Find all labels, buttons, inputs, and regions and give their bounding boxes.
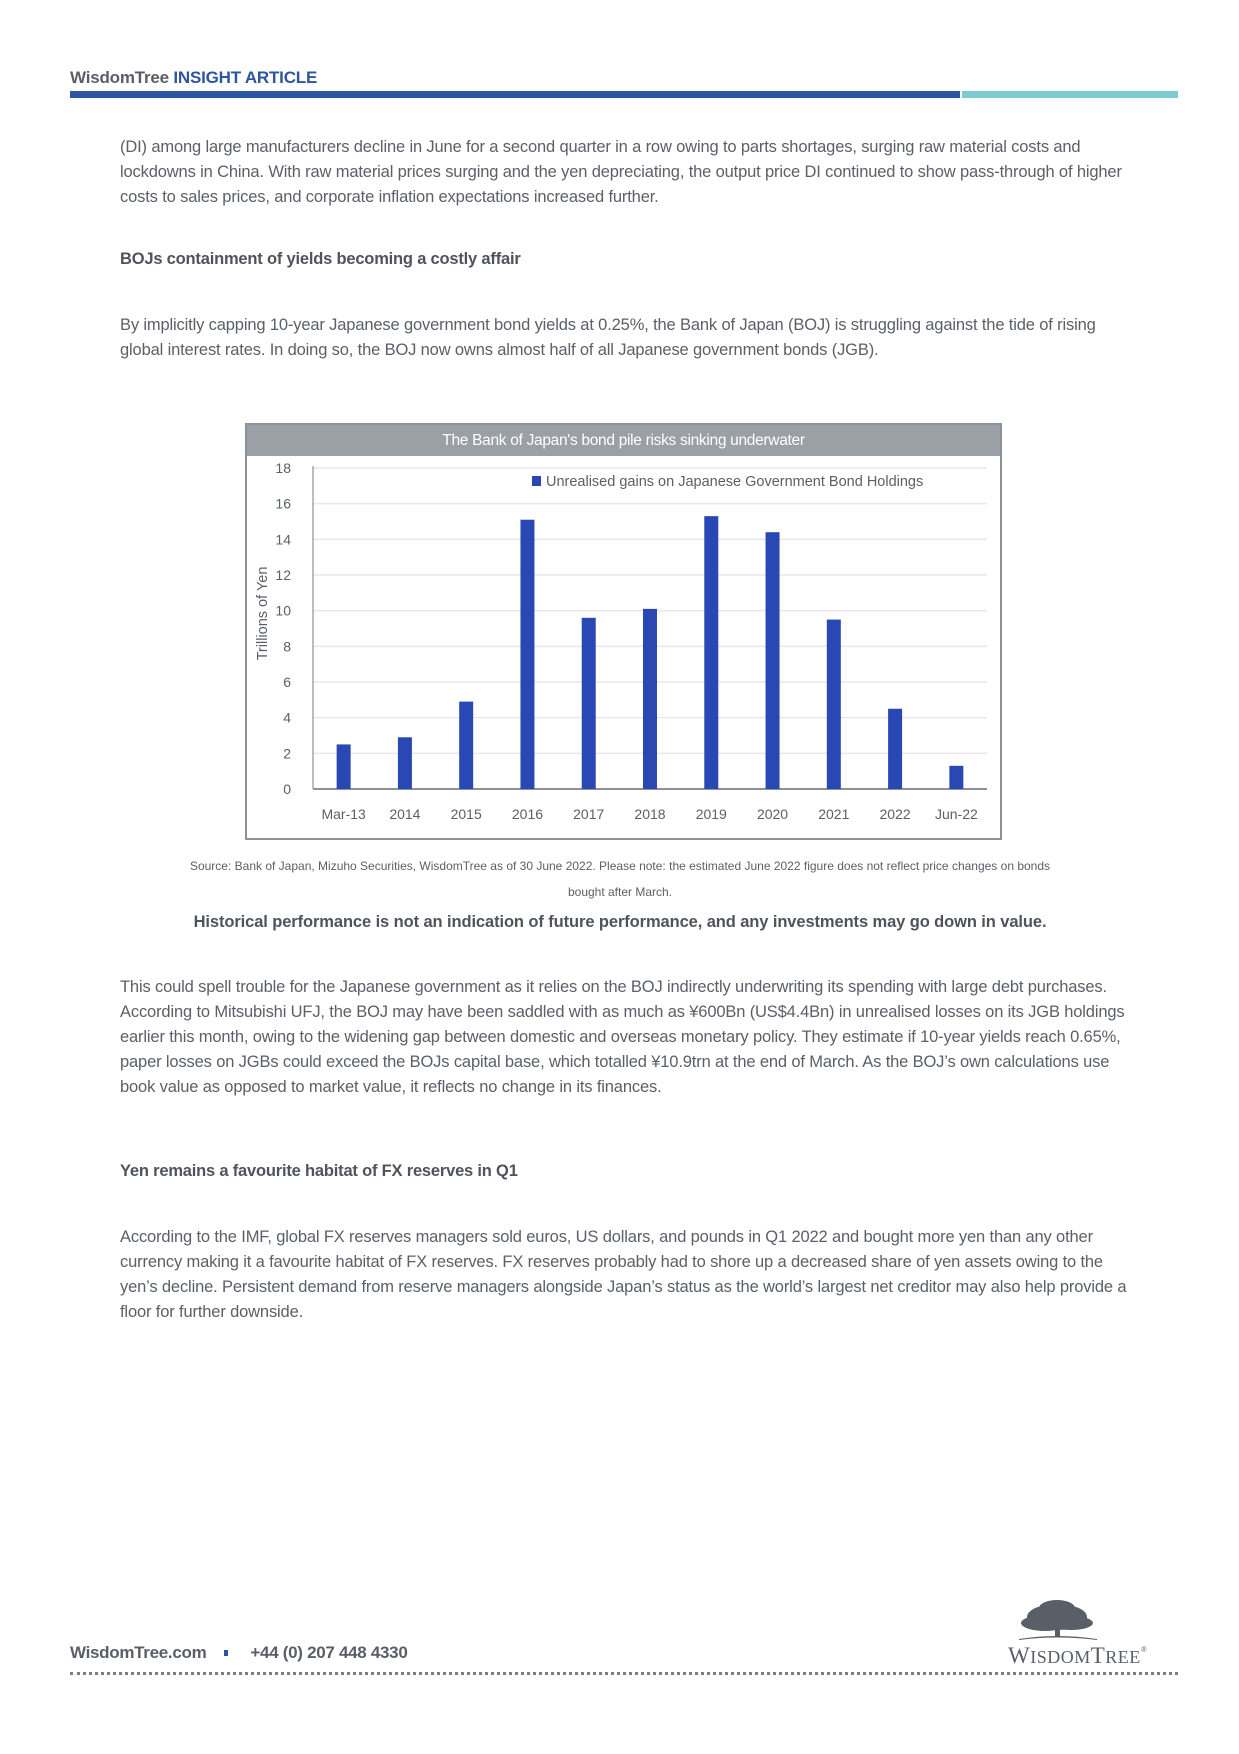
header-rule-blue	[70, 91, 960, 98]
y-axis-label: Trillions of Yen	[255, 566, 271, 661]
section-heading-boj: BOJs containment of yields becoming a costly affair	[120, 250, 521, 268]
y-tick-label: 0	[283, 781, 291, 797]
y-tick-label: 12	[275, 567, 291, 583]
bar-chart	[245, 423, 1002, 840]
x-tick-label: Jun-22	[934, 806, 978, 822]
boj-paragraph: By implicitly capping 10-year Japanese government bond yields at 0.25%, the Bank of Japan (BOJ) is struggling against the tide of rising global interest rates. In doing so, the BOJ now owns almost half of all Japanese government bonds (JGB).	[120, 316, 1096, 359]
bar-2015	[459, 702, 473, 789]
bar-2022	[888, 709, 902, 789]
bar-2014	[398, 737, 412, 789]
x-tick-label: Mar-13	[321, 806, 366, 822]
bar-2020	[766, 532, 780, 789]
y-tick-label: 10	[275, 602, 291, 619]
y-tick-label: 4	[283, 709, 291, 726]
chart-plot	[247, 456, 1000, 838]
bar-Mar-13	[337, 744, 351, 789]
bar-2018	[643, 609, 657, 789]
header-brand: WisdomTree	[70, 68, 169, 87]
y-tick-label: 18	[275, 460, 291, 476]
x-tick-label: 2021	[818, 806, 850, 822]
bar-2016	[520, 520, 534, 789]
x-tick-label: 2016	[511, 806, 544, 822]
bar-2017	[582, 618, 596, 789]
section-heading-yen: Yen remains a favourite habitat of FX reserves in Q1	[120, 1162, 518, 1180]
footer-dotted-rule	[70, 1672, 1178, 1675]
yen-paragraph: According to the IMF, global FX reserves managers sold euros, US dollars, and pounds in Q1 2022 and bought more yen than any other currency making it a favourite habitat of FX reserves. FX reserves probably had to shore up a decreased share of yen assets owing to the yen’s decline. Persistent demand from reserve managers alongside Japan’s status as the world’s largest net creditor may also help provide a floor for further downside.	[120, 1228, 1127, 1321]
y-tick-label: 14	[275, 531, 291, 548]
bar-Jun-22	[949, 766, 963, 789]
chart-source-line2: bought after March.	[567, 885, 673, 899]
x-tick-label: 2020	[756, 806, 789, 822]
y-tick-label: 8	[283, 638, 291, 655]
x-tick-label: 2022	[879, 806, 911, 822]
chart-title: The Bank of Japan's bond pile risks sinking underwater	[247, 425, 1000, 456]
x-tick-label: 2017	[573, 806, 605, 822]
header-section: INSIGHT ARTICLE	[173, 68, 318, 87]
intro-paragraph: (DI) among large manufacturers decline in June for a second quarter in a row owing to parts shortages, surging raw material costs and lockdowns in China. With raw material prices surging and the yen depreciating, the output price DI continued to show pass-through of higher costs to sales prices, and corporate inflation expectations increased further.	[120, 138, 1122, 206]
footer-website-link[interactable]: WisdomTree.com	[70, 1643, 207, 1662]
x-tick-label: 2014	[389, 806, 421, 822]
y-tick-label: 6	[283, 674, 291, 690]
footer-contact	[70, 1643, 407, 1663]
footer-phone: +44 (0) 207 448 4330	[250, 1643, 408, 1662]
x-tick-label: 2019	[695, 806, 727, 822]
header-rule-teal	[962, 91, 1178, 98]
x-tick-label: 2018	[634, 806, 666, 822]
mufj-paragraph: This could spell trouble for the Japanese government as it relies on the BOJ indirectly underwriting its spending with large debt purchases. According to Mitsubishi UFJ, the BOJ may have been saddled with as much as ¥600Bn (US$4.4Bn) in unrealised losses on its JGB holdings earlier this month, owing to the widening gap between domestic and overseas monetary policy. They estimate if 10-year yields reach 0.65%, paper losses on JGBs could exceed the BOJs capital base, which totalled ¥10.9trn at the end of March. As the BOJ’s own calculations use book value as opposed to market value, it reflects no change in its finances.	[120, 978, 1125, 1096]
y-tick-label: 2	[283, 745, 291, 762]
performance-disclaimer: Historical performance is not an indication of future performance, and any investments may go down in value.	[193, 913, 1047, 931]
bar-2019	[704, 516, 718, 789]
legend-label: Unrealised gains on Japanese Government Bond Holdings	[546, 474, 924, 490]
x-tick-label: 2015	[450, 806, 482, 822]
wisdomtree-logo-wordmark: WISDOMTREE®	[1008, 1643, 1148, 1668]
page-header	[70, 68, 317, 88]
y-tick-label: 16	[275, 495, 291, 512]
bar-2021	[827, 620, 841, 789]
chart-source-line1: Source: Bank of Japan, Mizuho Securities, WisdomTree as of 30 June 2022. Please note: the estimated June 2022 figure does not reflect price changes on bonds	[189, 859, 1051, 873]
footer-separator-dot	[224, 1650, 228, 1656]
legend-swatch	[532, 476, 541, 486]
